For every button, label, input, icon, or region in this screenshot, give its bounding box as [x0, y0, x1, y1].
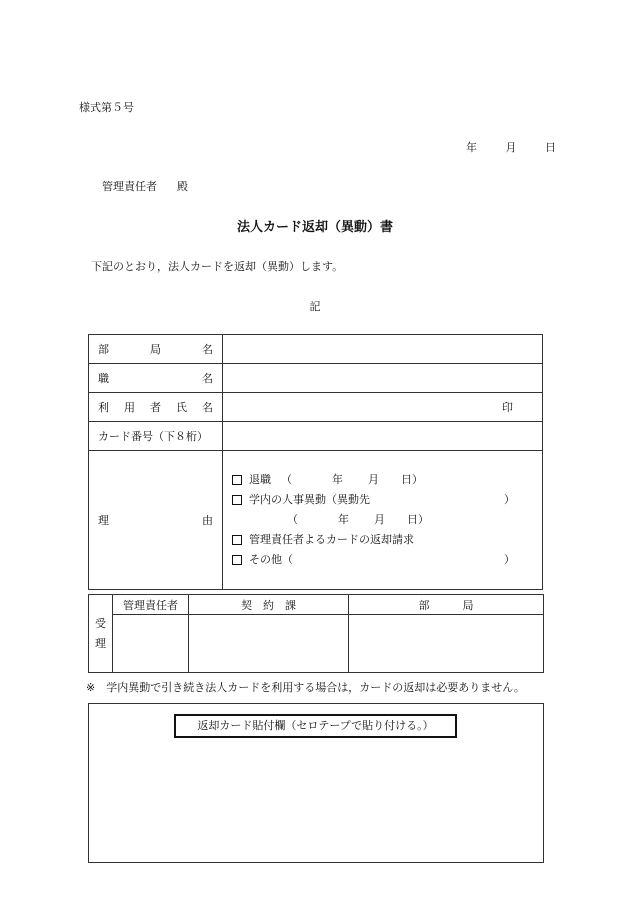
- label-char: 部: [98, 343, 109, 356]
- card-number-label: カード番号（下８桁）: [89, 422, 223, 451]
- return-request-label: 管理責任者よるカードの返却請求: [249, 533, 414, 546]
- date-year: 年: [332, 473, 343, 486]
- department-label: [89, 335, 223, 364]
- checkbox-icon[interactable]: [232, 535, 242, 545]
- footnote: ※ 学内異動で引き続き法人カードを利用する場合は，カードの返却は必要ありません。: [86, 681, 525, 694]
- receipt-department-cell[interactable]: [349, 615, 544, 673]
- date-month: 月: [374, 513, 385, 526]
- seal-mark: 印: [502, 401, 513, 414]
- label-char: 氏: [176, 401, 187, 414]
- receipt-manager-cell[interactable]: [113, 615, 189, 673]
- date-month: 月: [368, 473, 379, 486]
- reason-return-request: [232, 530, 533, 550]
- intro-text: 下記のとおり，法人カードを返却（異動）します。: [91, 260, 344, 273]
- label-char: 職: [98, 372, 109, 385]
- addressee-name: 管理責任者: [102, 180, 157, 193]
- receipt-contract-header: [189, 595, 349, 615]
- user-name-row: [89, 393, 543, 422]
- card-paste-area: [88, 703, 544, 863]
- position-row: [89, 364, 543, 393]
- addressee: [102, 178, 188, 194]
- user-name-field[interactable]: [223, 393, 543, 422]
- department-char: 部: [418, 598, 430, 612]
- checkbox-icon[interactable]: [232, 475, 242, 485]
- receipt-char: 理: [95, 636, 106, 650]
- label-char: 由: [202, 514, 213, 527]
- label-char: 者: [150, 401, 161, 414]
- receipt-department-header: [349, 595, 544, 615]
- receipt-label: [89, 595, 113, 673]
- reason-options: [223, 451, 543, 590]
- card-number-field[interactable]: [223, 422, 543, 451]
- department-field[interactable]: [223, 335, 543, 364]
- form-number: 様式第５号: [79, 101, 134, 114]
- transfer-label: 学内の人事異動（異動先: [249, 493, 370, 506]
- reason-other: [232, 550, 533, 570]
- date-day: 日）: [401, 473, 423, 486]
- contract-char: 約: [263, 598, 274, 612]
- addressee-suffix: 殿: [177, 180, 188, 193]
- date-open: （: [287, 513, 298, 526]
- label-char: 用: [124, 401, 135, 414]
- label-char: 利: [98, 401, 109, 414]
- contract-char: 課: [285, 598, 296, 612]
- date-open: （: [281, 473, 292, 486]
- retirement-label: 退職: [249, 473, 271, 486]
- reason-row: [89, 451, 543, 590]
- date-day: 日: [545, 141, 556, 154]
- date-day: 日）: [407, 513, 429, 526]
- other-close: ）: [504, 553, 515, 566]
- card-paste-label: 返却カード貼付欄（セロテープで貼り付ける。）: [174, 714, 457, 738]
- receipt-manager-header: 管理責任者: [113, 595, 189, 615]
- label-char: 理: [98, 514, 109, 527]
- department-row: [89, 335, 543, 364]
- reason-label: [89, 451, 223, 590]
- position-field[interactable]: [223, 364, 543, 393]
- label-char: 局: [150, 343, 161, 356]
- date-line: [466, 139, 556, 155]
- reason-transfer: [232, 490, 533, 510]
- user-name-label: [89, 393, 223, 422]
- other-label: その他（: [249, 553, 293, 566]
- date-month: 月: [505, 141, 517, 154]
- receipt-table: [88, 594, 544, 673]
- receipt-header-row: [89, 595, 544, 615]
- department-char: 局: [462, 598, 474, 612]
- receipt-char: 受: [95, 616, 106, 630]
- receipt-body-row: [89, 615, 544, 673]
- card-number-row: [89, 422, 543, 451]
- document-title: 法人カード返却（異動）書: [236, 220, 393, 235]
- transfer-close: ）: [504, 493, 515, 506]
- transfer-date: [232, 510, 533, 530]
- checkbox-icon[interactable]: [232, 495, 242, 505]
- ki-heading: 記: [309, 300, 321, 313]
- receipt-contract-cell[interactable]: [189, 615, 349, 673]
- label-char: 名: [202, 401, 213, 414]
- label-char: 名: [202, 343, 213, 356]
- contract-char: 契: [241, 598, 252, 612]
- label-char: 名: [202, 372, 213, 385]
- date-year: 年: [338, 513, 349, 526]
- reason-retirement: [232, 470, 533, 490]
- form-table: [88, 334, 543, 590]
- position-label: [89, 364, 223, 393]
- checkbox-icon[interactable]: [232, 555, 242, 565]
- date-year: 年: [466, 141, 477, 154]
